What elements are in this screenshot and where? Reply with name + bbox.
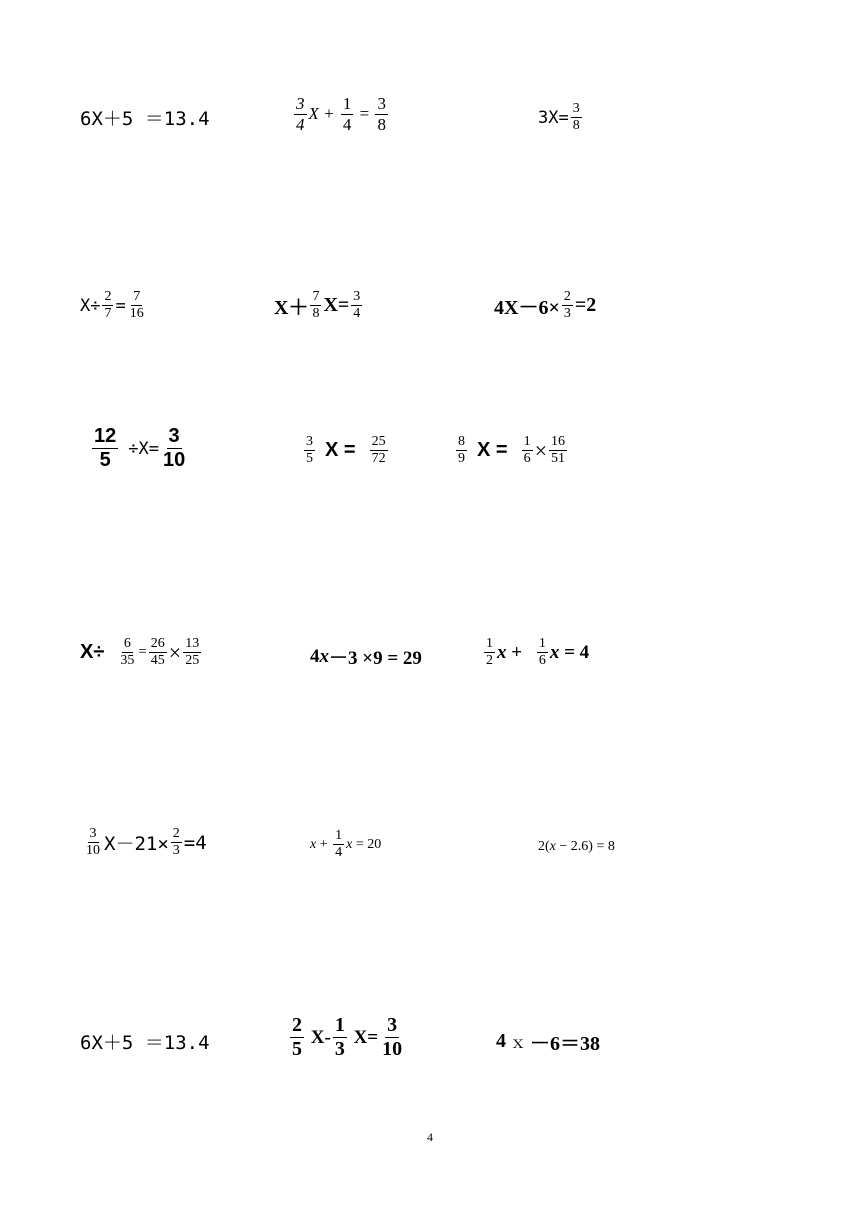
equation-text: =2 xyxy=(574,294,597,317)
equation-r4-c2 xyxy=(310,643,422,670)
equation-text: X÷ xyxy=(80,295,101,316)
equation-r6-c1 xyxy=(80,1028,210,1055)
equation-text: X = xyxy=(477,439,508,462)
equation-text: 6X＋5 ＝13.4 xyxy=(80,108,210,130)
fraction: $\frac{7}{8}$ xyxy=(312,289,320,322)
fraction: $\frac{1}{4}$ xyxy=(342,94,352,134)
equation-text: = 20 xyxy=(352,836,382,852)
fraction: $\frac{2}{3}$ xyxy=(563,289,571,322)
equation-r3-c1 xyxy=(90,425,189,472)
variable: x xyxy=(549,839,556,854)
variable: ｘ xyxy=(510,1035,527,1052)
fraction: $\frac{1}{6}$ xyxy=(523,434,531,467)
fraction: $\frac{3}{10}$ xyxy=(86,826,100,859)
equation-r4-c3 xyxy=(482,636,589,669)
fraction: $\frac{1}{4}$ xyxy=(335,828,343,861)
variable: x xyxy=(549,641,560,663)
equation-text: 6X＋5 ＝13.4 xyxy=(80,1032,210,1054)
equation-text: X÷ xyxy=(80,641,105,664)
equation-text: 4 xyxy=(310,645,320,667)
fraction: $\frac{7}{16}$ xyxy=(129,289,144,322)
equation-text: 3X= xyxy=(538,107,569,128)
equation-text: X＋ xyxy=(274,297,309,320)
fraction: $\frac{3}{10}$ xyxy=(162,425,186,471)
fraction: $\frac{12}{5}$ xyxy=(94,425,117,471)
equation-text: 4X－6× xyxy=(494,297,560,320)
equation-r1-c2 xyxy=(292,94,390,134)
fraction: $\frac{2}{3}$ xyxy=(172,826,180,859)
fraction: $\frac{25}{72}$ xyxy=(371,434,386,467)
equation-text: X = xyxy=(325,439,356,462)
fraction: $\frac{1}{6}$ xyxy=(538,636,546,669)
equation-text: X- xyxy=(306,1026,331,1048)
equation-text: 4 xyxy=(496,1030,506,1052)
equation-text: X + xyxy=(308,104,339,124)
equation-text: X= xyxy=(348,1026,379,1048)
fraction: $\frac{2}{5}$ xyxy=(292,1014,302,1060)
times-sign: × xyxy=(534,437,547,463)
fraction: $\frac{8}{9}$ xyxy=(458,434,465,467)
equation-text: ÷X= xyxy=(128,438,159,459)
equation-text: =4 xyxy=(183,831,207,854)
fraction: $\frac{1}{3}$ xyxy=(334,1014,345,1060)
equation-r6-c2 xyxy=(288,1014,406,1061)
equation-r1-c1 xyxy=(80,104,210,131)
page-number: 4 xyxy=(427,1130,433,1144)
equation-text: X= xyxy=(323,294,350,317)
fraction: $\frac{2}{7}$ xyxy=(104,289,112,322)
fraction: $\frac{13}{25}$ xyxy=(185,636,200,669)
variable: x xyxy=(346,836,353,852)
equation-r3-c2 xyxy=(302,434,390,467)
equation-text: －6＝38 xyxy=(530,1033,601,1055)
equation-text: 2( xyxy=(538,839,550,854)
equation-text: = xyxy=(138,644,147,661)
equation-r4-c1 xyxy=(80,636,203,669)
equation-text: X－21× xyxy=(104,833,169,856)
times-sign: × xyxy=(168,639,182,665)
equation-text: = xyxy=(355,104,374,124)
equation-text: = xyxy=(115,295,126,316)
variable: x xyxy=(310,836,317,852)
equation-r3-c3 xyxy=(454,434,569,467)
equation-text: = 4 xyxy=(559,641,590,663)
equation-text: + xyxy=(506,641,527,663)
equation-r2-c1 xyxy=(80,289,148,322)
equation-r6-c3 xyxy=(496,1027,600,1056)
fraction: $\frac{16}{51}$ xyxy=(551,434,565,467)
fraction: $\frac{3}{4}$ xyxy=(296,94,305,134)
fraction: $\frac{3}{4}$ xyxy=(353,289,361,322)
equation-r5-c2 xyxy=(310,828,381,861)
equation-text: + xyxy=(316,836,332,852)
fraction: $\frac{6}{35}$ xyxy=(120,636,135,669)
equation-text: －3 ×9 = 29 xyxy=(329,648,422,669)
fraction: $\frac{26}{45}$ xyxy=(150,636,165,669)
equation-r2-c2 xyxy=(274,289,364,322)
equation-text: − 2.6) = 8 xyxy=(555,839,615,854)
fraction: $\frac{3}{8}$ xyxy=(377,94,386,134)
fraction: $\frac{3}{5}$ xyxy=(306,434,313,467)
fraction: $\frac{3}{10}$ xyxy=(382,1014,403,1060)
fraction: $\frac{3}{8}$ xyxy=(572,101,580,134)
equation-r2-c3 xyxy=(494,289,596,322)
variable: x xyxy=(319,645,329,667)
equation-r5-c3 xyxy=(538,839,615,855)
variable: x xyxy=(497,641,507,663)
fraction: $\frac{1}{2}$ xyxy=(486,636,493,669)
equation-r1-c3 xyxy=(538,101,584,134)
equation-r5-c1 xyxy=(82,826,207,859)
